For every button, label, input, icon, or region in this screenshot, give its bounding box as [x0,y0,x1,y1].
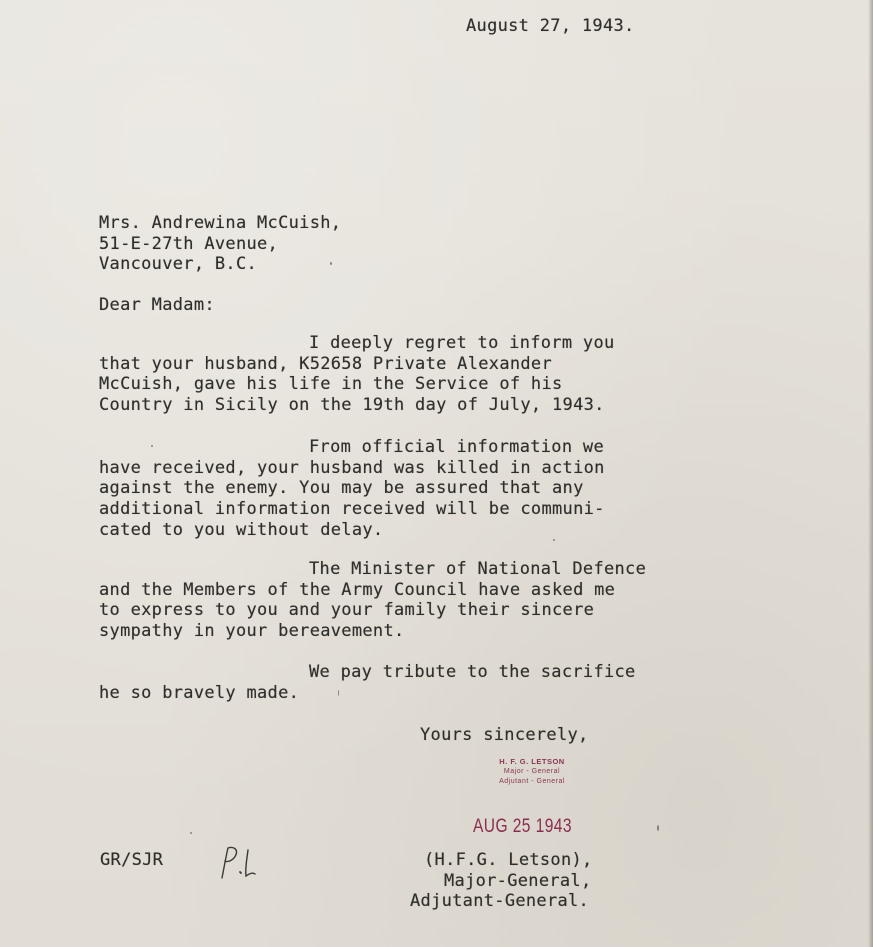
recipient-street: 51-E-27th Avenue, [99,233,279,254]
paragraph-line: I deeply regret to inform you [309,333,615,353]
paragraph-line: cated to you without delay. [99,519,384,540]
recipient-city: Vancouver, B.C. [99,254,258,275]
recipient-address [99,213,341,275]
paragraph-2 [99,437,605,541]
signature-stamp [472,757,592,787]
paragraph-line: From official information we [309,437,604,457]
paper-speck [553,539,555,541]
stamp-rank: Major - General [503,768,561,775]
paragraph-line: We pay tribute to the sacrifice [309,662,636,682]
recipient-name: Mrs. Andrewina McCuish, [99,213,342,233]
paragraph-line: and the Members of the Army Council have asked me [99,579,616,600]
paragraph-4 [99,662,636,703]
paragraph-line: he so bravely made. [99,682,300,703]
paragraph-line: have received, your husband was killed in action [99,457,605,478]
stamp-title: Adjutant - General [499,778,565,785]
signatory-rank: Major-General, [444,870,592,891]
paper-speck [338,690,339,696]
handwritten-initials-icon [216,842,264,882]
paper-speck [190,832,192,834]
paper-speck [657,825,659,831]
paragraph-line: to express to you and your family their sincere [99,600,595,621]
paragraph-1 [99,333,615,416]
paper-speck [151,445,153,447]
paragraph-line: Country in Sicily on the 19th day of July, 1943. [99,395,605,416]
salutation: Dear Madam: [99,295,215,315]
paragraph-line: The Minister of National Defence [309,559,647,579]
paper-edge-shadow [868,0,873,947]
signatory-name: (H.F.G. Letson), [424,850,593,870]
paper-speck [330,262,332,265]
stamp-name: H. F. G. LETSON [499,757,565,766]
paragraph-line: sympathy in your bereavement. [99,621,405,642]
paragraph-line: that your husband, K52658 Private Alexander [99,353,552,374]
signatory-title: Adjutant-General. [410,891,590,912]
paragraph-line: additional information received will be communi- [99,499,605,520]
reference-code: GR/SJR [100,850,164,870]
paragraph-line: McCuish, gave his life in the Service of his [99,374,563,395]
letter-date: August 27, 1943. [466,16,635,36]
received-date-stamp: AUG 25 1943 [473,816,572,837]
paragraph-3 [99,559,646,642]
signature-block [410,850,593,912]
paragraph-line: against the enemy. You may be assured that any [99,478,584,499]
closing: Yours sincerely, [420,725,589,745]
